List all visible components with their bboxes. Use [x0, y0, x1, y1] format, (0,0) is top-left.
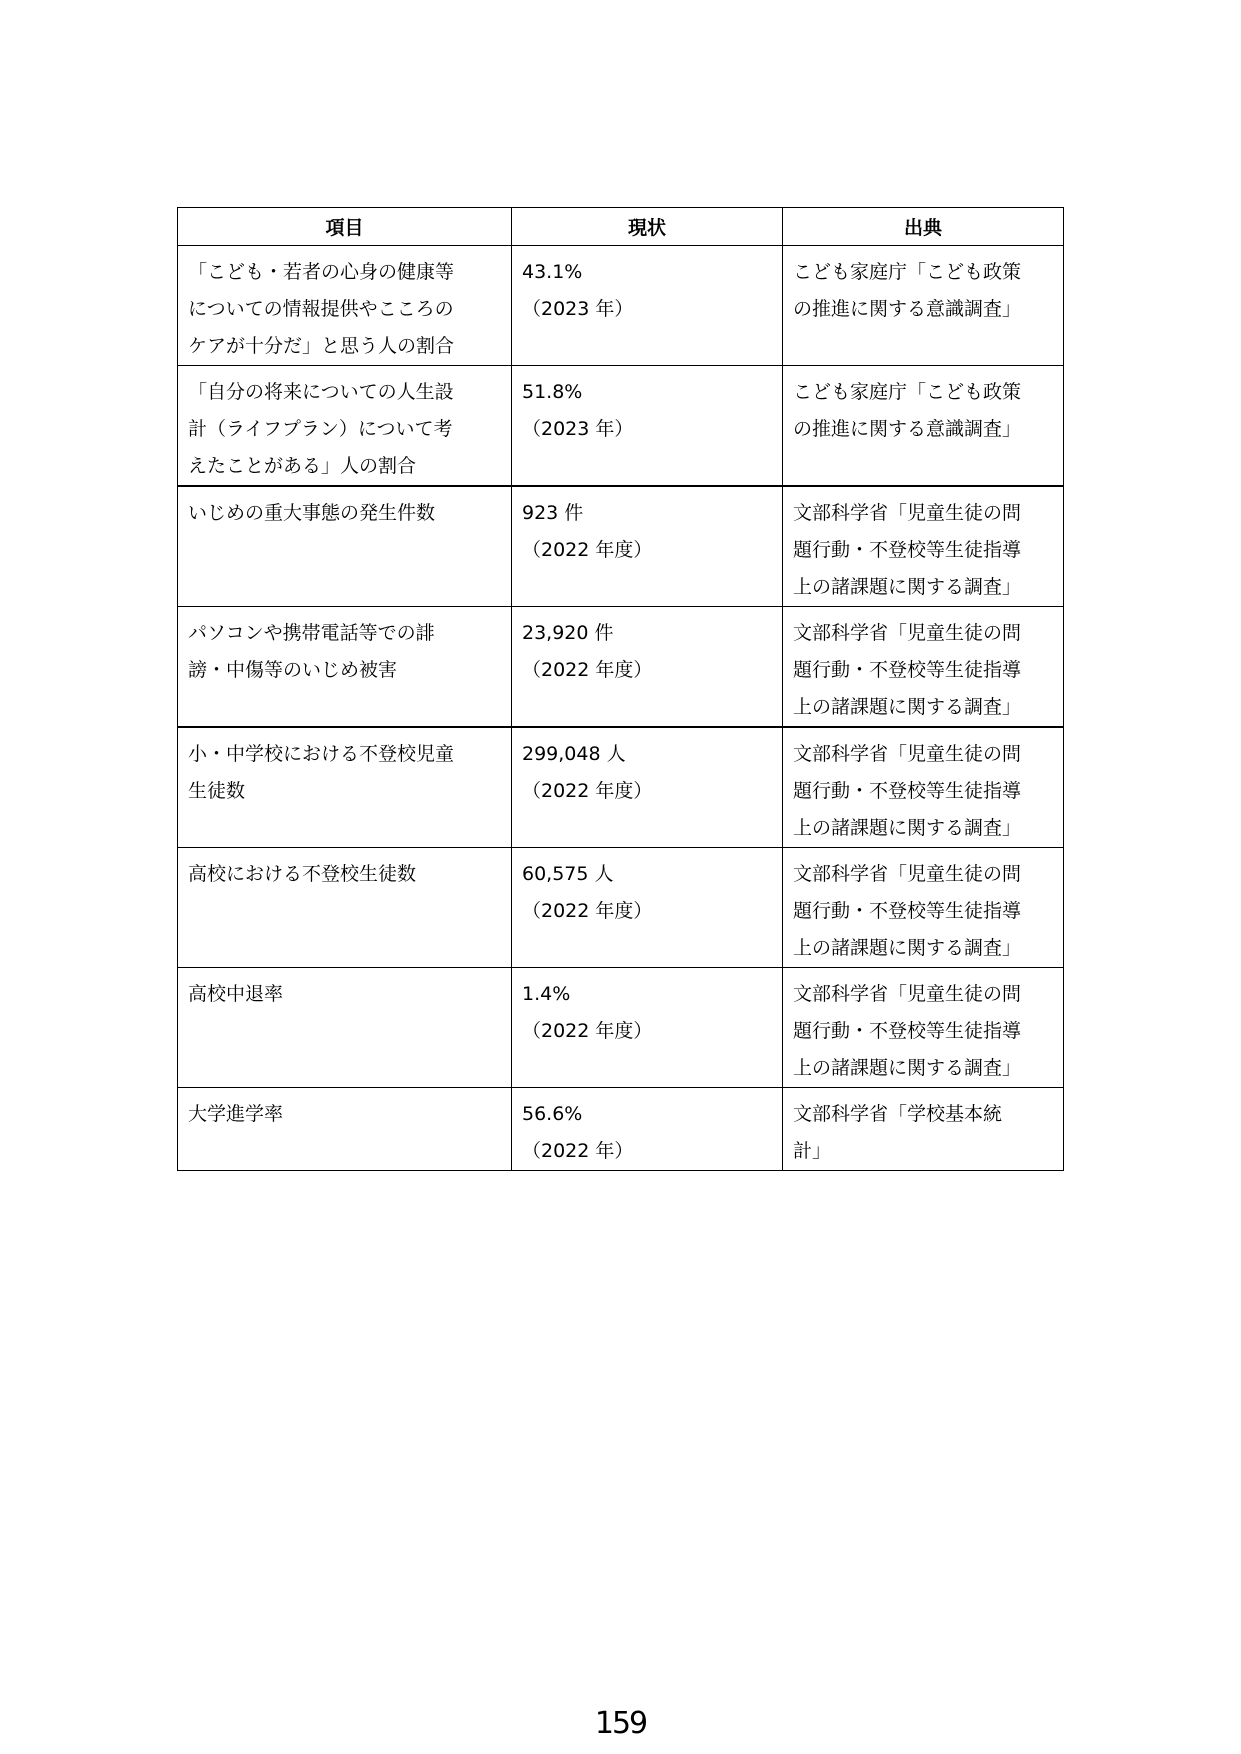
cell-text-line: 生徒数 — [188, 780, 246, 802]
cell-text-line: （2022 年度） — [522, 659, 653, 681]
cell-text-line: （2022 年度） — [522, 900, 653, 922]
cell-text-line: えたことがある」人の割合 — [188, 455, 417, 477]
source-cell — [783, 486, 1064, 607]
source-cell — [783, 968, 1064, 1088]
source-cell — [783, 366, 1064, 487]
cell-text-line: 23,920 件 — [522, 622, 614, 644]
source-cell — [783, 1088, 1064, 1171]
cell-text-line: 高校中退率 — [188, 983, 284, 1005]
cell-text-line: 文部科学省「児童生徒の問 — [793, 743, 1022, 765]
cell-text-line: ケアが十分だ」と思う人の割合 — [188, 335, 455, 357]
table-row — [178, 246, 1064, 366]
cell-text-line: 1.4% — [522, 983, 571, 1005]
status-cell — [512, 366, 783, 487]
statistics-table — [177, 207, 1064, 1171]
cell-text-line: の推進に関する意識調査」 — [793, 418, 1022, 440]
cell-text-line: についての情報提供やこころの — [188, 298, 454, 320]
source-cell — [783, 727, 1064, 848]
cell-text-line: 題行動・不登校等生徒指導 — [793, 1020, 1022, 1042]
cell-text-line: 文部科学省「学校基本統 — [793, 1103, 1003, 1125]
cell-text-line: 謗・中傷等のいじめ被害 — [188, 659, 398, 681]
cell-text-line: 大学進学率 — [188, 1103, 284, 1125]
cell-text-line: 上の諸課題に関する調査」 — [793, 576, 1022, 598]
source-cell — [783, 246, 1064, 366]
table-header-row — [178, 208, 1064, 246]
status-cell — [512, 607, 783, 728]
table-row — [178, 968, 1064, 1088]
table-row — [178, 366, 1064, 487]
item-cell — [178, 366, 512, 487]
cell-text-line: 題行動・不登校等生徒指導 — [793, 780, 1022, 802]
item-cell — [178, 968, 512, 1088]
cell-text-line: 題行動・不登校等生徒指導 — [793, 900, 1022, 922]
status-cell — [512, 848, 783, 968]
status-cell — [512, 486, 783, 607]
cell-text-line: 文部科学省「児童生徒の問 — [793, 622, 1022, 644]
cell-text-line: いじめの重大事態の発生件数 — [188, 502, 436, 524]
cell-text-line: 文部科学省「児童生徒の問 — [793, 502, 1022, 524]
item-cell — [178, 1088, 512, 1171]
cell-text-line: （2022 年度） — [522, 780, 653, 802]
source-cell — [783, 848, 1064, 968]
table-row — [178, 486, 1064, 607]
cell-text-line: 題行動・不登校等生徒指導 — [793, 659, 1022, 681]
cell-text-line: 上の諸課題に関する調査」 — [793, 937, 1022, 959]
table-row — [178, 607, 1064, 728]
cell-text-line: パソコンや携帯電話等での誹 — [188, 622, 435, 644]
cell-text-line: 43.1% — [522, 261, 583, 283]
cell-text-line: の推進に関する意識調査」 — [793, 298, 1022, 320]
cell-text-line: 小・中学校における不登校児童 — [188, 743, 455, 765]
item-cell — [178, 848, 512, 968]
cell-text-line: 上の諸課題に関する調査」 — [793, 1057, 1022, 1079]
cell-text-line: 計（ライフプラン）について考 — [188, 418, 453, 440]
header-item: 項目 — [178, 208, 512, 246]
header-source: 出典 — [783, 208, 1064, 246]
source-cell — [783, 607, 1064, 728]
table-row — [178, 727, 1064, 848]
status-cell — [512, 727, 783, 848]
cell-text-line: （2022 年度） — [522, 539, 653, 561]
cell-text-line: 文部科学省「児童生徒の問 — [793, 983, 1022, 1005]
cell-text-line: 51.8% — [522, 381, 583, 403]
status-cell — [512, 968, 783, 1088]
cell-text-line: 60,575 人 — [522, 863, 614, 885]
item-cell — [178, 246, 512, 366]
cell-text-line: 「こども・若者の心身の健康等 — [188, 261, 455, 283]
cell-text-line: 56.6% — [522, 1103, 583, 1125]
cell-text-line: （2023 年） — [522, 298, 634, 320]
cell-text-line: （2022 年度） — [522, 1020, 653, 1042]
cell-text-line: 「自分の将来についての人生設 — [188, 381, 454, 403]
item-cell — [178, 486, 512, 607]
page-number: 159 — [594, 1706, 647, 1741]
header-status: 現状 — [512, 208, 783, 246]
cell-text-line: （2023 年） — [522, 418, 634, 440]
cell-text-line: 計」 — [793, 1140, 832, 1162]
cell-text-line: 文部科学省「児童生徒の問 — [793, 863, 1022, 885]
cell-text-line: こども家庭庁「こども政策 — [793, 381, 1022, 403]
table-row — [178, 848, 1064, 968]
cell-text-line: 高校における不登校生徒数 — [188, 863, 417, 885]
status-cell — [512, 246, 783, 366]
cell-text-line: 923 件 — [522, 502, 584, 524]
table-row — [178, 1088, 1064, 1171]
cell-text-line: 題行動・不登校等生徒指導 — [793, 539, 1022, 561]
cell-text-line: 上の諸課題に関する調査」 — [793, 817, 1022, 839]
cell-text-line: （2022 年） — [522, 1140, 634, 1162]
cell-text-line: 上の諸課題に関する調査」 — [793, 696, 1022, 718]
status-cell — [512, 1088, 783, 1171]
item-cell — [178, 727, 512, 848]
item-cell — [178, 607, 512, 728]
cell-text-line: こども家庭庁「こども政策 — [793, 261, 1022, 283]
cell-text-line: 299,048 人 — [522, 743, 626, 765]
